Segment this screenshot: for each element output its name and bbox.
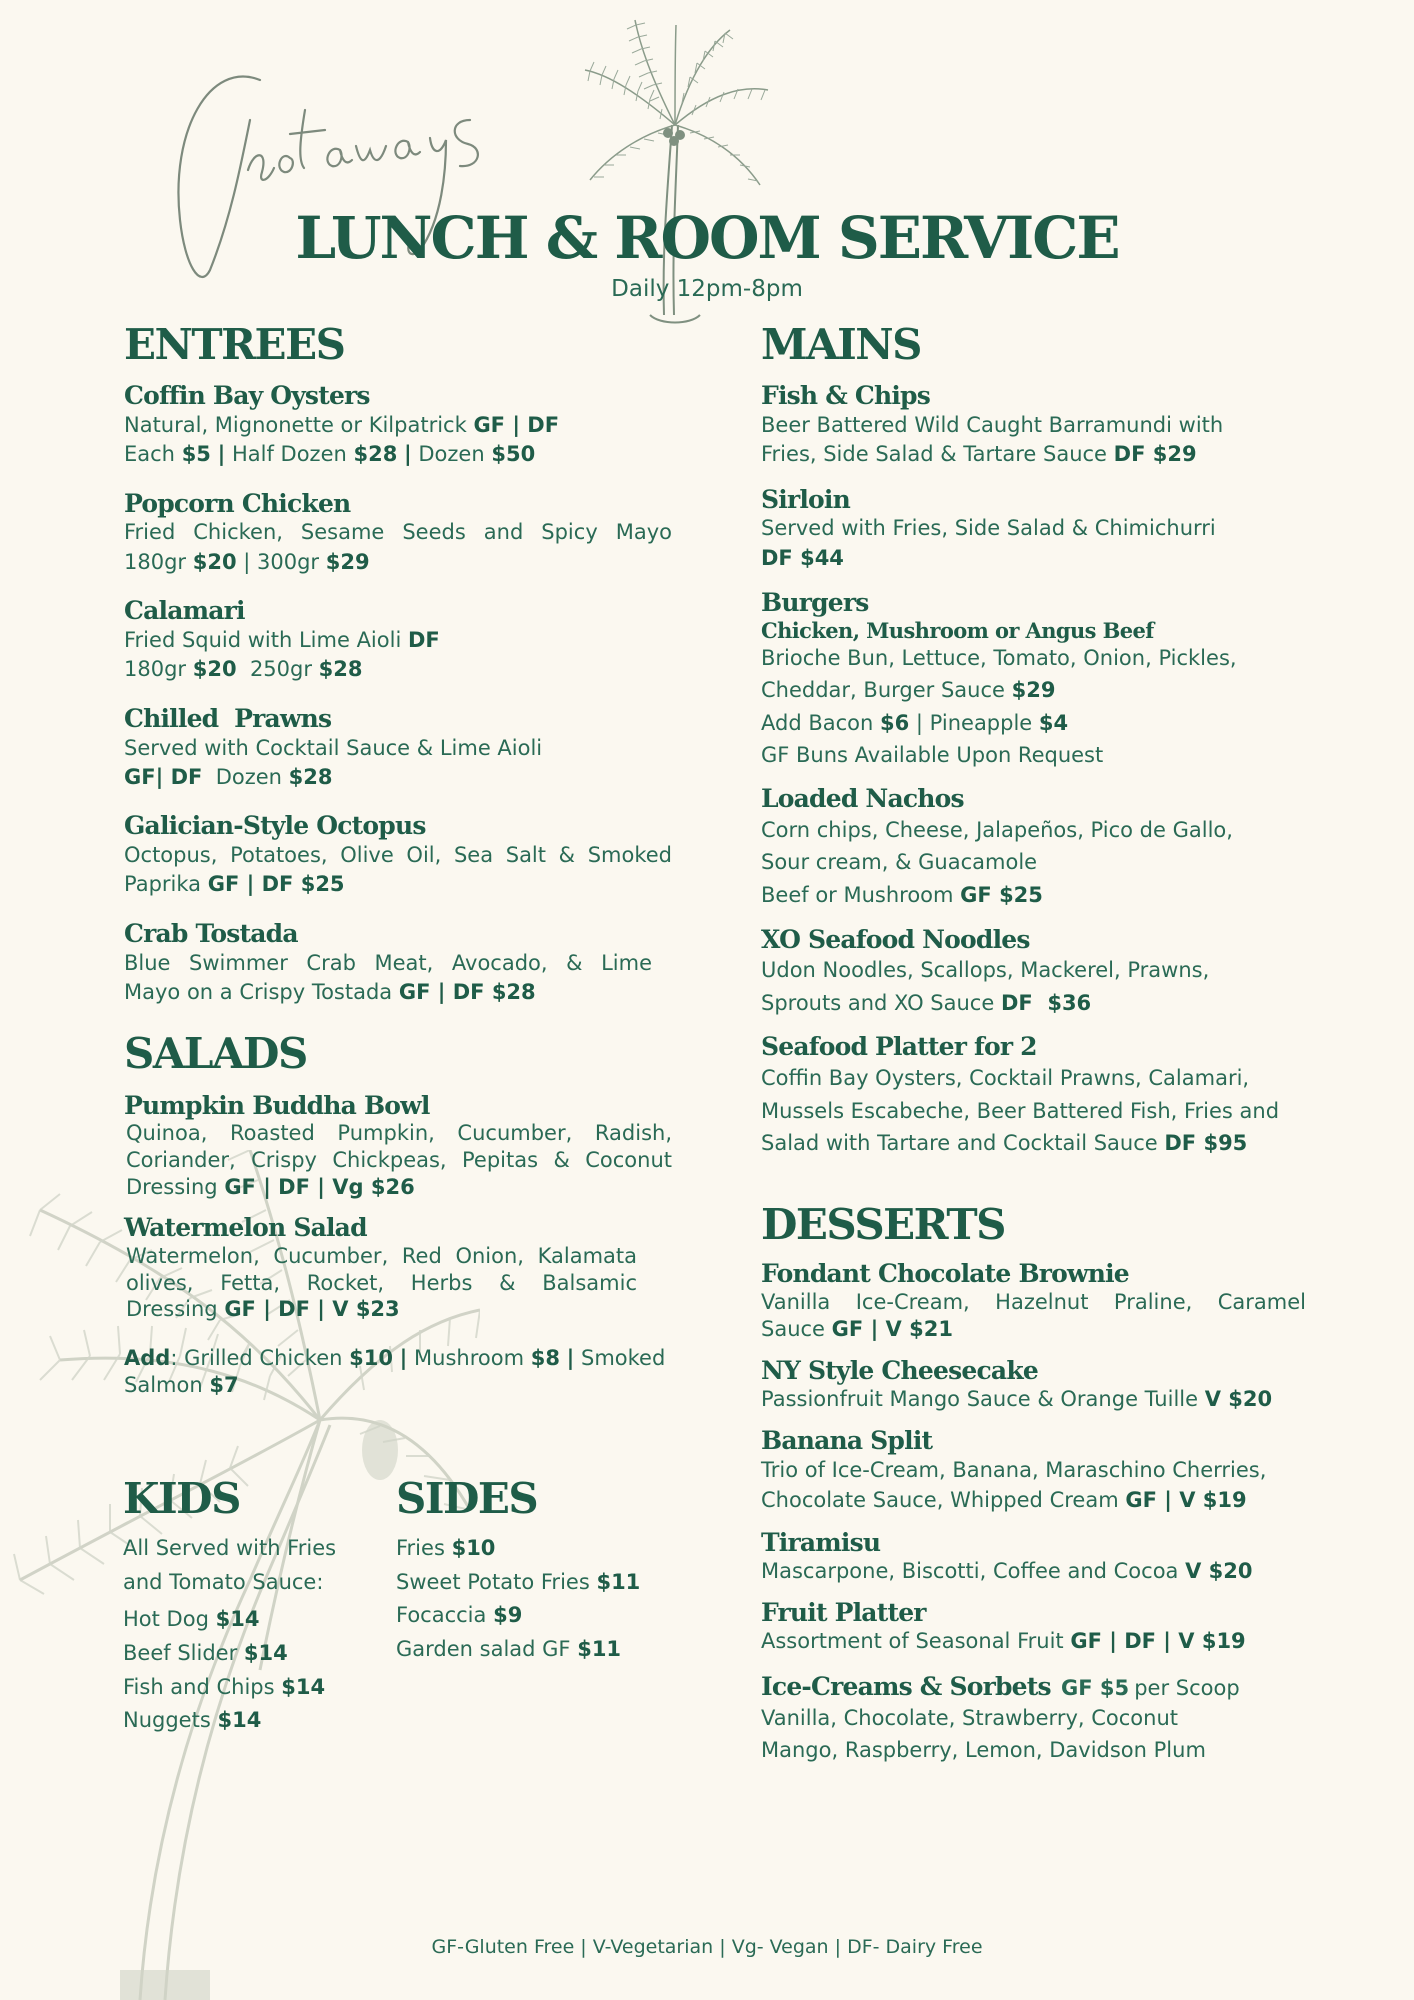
portion-size: 180gr: [124, 549, 187, 574]
item-desc: Udon Noodles, Scallops, Mackerel, Prawns,: [761, 958, 1210, 983]
item-name: Banana Split: [761, 1426, 933, 1456]
item-desc: Assortment of Seasonal Fruit: [761, 1628, 1064, 1653]
dietary-legend-footer: GF-Gluten Free | V-Vegetarian | Vg- Vegan | DF- Dairy Free: [431, 1936, 983, 1958]
price: $11: [596, 1569, 641, 1594]
item-name: Sweet Potato Fries: [396, 1569, 590, 1594]
item-name: Tiramisu: [761, 1527, 881, 1557]
salad-add-ons: Add: Grilled Chicken $10 | Mushroom $8 | Smoked Salmon $7: [124, 1346, 666, 1397]
item-desc: Vanilla Ice-Cream, Hazelnut Praline, Caramel: [761, 1289, 1306, 1314]
item-desc: Natural, Mignonette or Kilpatrick: [124, 412, 467, 437]
item-desc: Fried Chicken, Sesame Seeds and Spicy Mayo: [124, 520, 672, 545]
item-name: Coffin Bay Oysters: [124, 381, 370, 411]
price: $20: [192, 657, 237, 682]
dietary-tags: GF | V $19: [1125, 1487, 1247, 1512]
price: $7: [209, 1372, 239, 1397]
item-desc: Mussels Escabeche, Beer Battered Fish, Fries and: [761, 1098, 1280, 1123]
item-name: Beef Slider: [123, 1640, 238, 1665]
dietary-tags: DF $44: [761, 545, 844, 570]
kids-note: and Tomato Sauce:: [123, 1569, 324, 1594]
item-name: Burgers: [761, 588, 869, 618]
item-desc: Served with Fries, Side Salad & Chimichurri: [761, 516, 1216, 541]
dietary-tags: GF $25: [960, 883, 1043, 908]
price: $4: [1038, 711, 1069, 736]
item-name: NY Style Cheesecake: [761, 1356, 1038, 1386]
item-desc: Coffin Bay Oysters, Cocktail Prawns, Calamari,: [761, 1066, 1250, 1091]
menu-item-crab-tostada: [124, 920, 672, 1008]
price: $14: [217, 1708, 262, 1733]
sides-section: [396, 1476, 696, 1667]
menu-list-item: [396, 1633, 696, 1667]
menu-item-fruit-platter: [761, 1599, 1306, 1655]
dietary-tags: GF | DF $28: [398, 979, 536, 1004]
item-name: Fish & Chips: [761, 381, 931, 411]
add-on-name: Add Bacon: [761, 711, 874, 736]
item-name: Loaded Nachos: [761, 784, 964, 814]
item-desc: Sprouts and XO Sauce: [761, 990, 995, 1015]
menu-item-popcorn-chicken: Popcorn Chicken Fried Chicken, Sesame Seeds and Spicy Mayo 180gr $20 | 300gr $29: [124, 488, 672, 574]
menu-item-calamari: [124, 597, 672, 685]
item-desc: Passionfruit Mango Sauce & Orange Tuille: [761, 1387, 1199, 1412]
dietary-tags: GF | DF | V $23: [224, 1297, 400, 1322]
item-subheading: Chicken, Mushroom or Angus Beef: [761, 618, 1154, 643]
salads-heading: SALADS: [124, 1029, 307, 1079]
menu-item-banana-split: [761, 1427, 1306, 1515]
item-desc: Salad with Tartare and Cocktail Sauce: [761, 1131, 1158, 1156]
item-name: Focaccia: [396, 1603, 487, 1628]
item-desc: Sour cream, & Guacamole: [761, 850, 1038, 875]
item-desc: Beef or Mushroom: [761, 883, 954, 908]
mains-heading: MAINS: [761, 320, 921, 369]
item-desc: Fried Squid with Lime Aioli: [124, 628, 402, 652]
price: $6: [880, 711, 910, 736]
item-name: Fries: [396, 1536, 445, 1561]
kids-note: All Served with Fries: [123, 1536, 337, 1561]
portion-size: Dozen: [215, 764, 282, 789]
item-desc: Trio of Ice-Cream, Banana, Maraschino Cherries,: [761, 1458, 1267, 1483]
item-desc: Cheddar, Burger Sauce: [761, 677, 1005, 702]
item-desc: Corn chips, Cheese, Jalapeños, Pico de Gallo,: [761, 817, 1233, 842]
item-name: Seafood Platter for 2: [761, 1032, 1037, 1062]
menu-item-buddha-bowl: [124, 1092, 672, 1201]
dietary-tags: DF $29: [1113, 442, 1197, 467]
menu-item-xo-noodles: [761, 926, 1306, 1020]
sides-heading: SIDES: [396, 1474, 538, 1523]
add-on-name: Salmon: [124, 1372, 203, 1397]
price: $29: [325, 549, 370, 574]
price: $9: [493, 1603, 523, 1628]
price: $14: [243, 1640, 288, 1665]
price: $5: [181, 442, 211, 467]
price-unit: per Scoop: [1134, 1676, 1240, 1701]
menu-list-item: [123, 1704, 373, 1738]
item-desc: Blue Swimmer Crab Meat, Avocado, & Lime: [124, 950, 652, 975]
menu-item-seafood-platter: [761, 1033, 1306, 1159]
price: $8: [530, 1346, 560, 1370]
item-name: Ice-Creams & Sorbets: [761, 1672, 1051, 1702]
kids-section: [123, 1476, 373, 1738]
item-desc: olives, Fetta, Rocket, Herbs & Balsamic: [126, 1270, 637, 1295]
item-name: Galician-Style Octopus: [124, 811, 426, 841]
item-desc: Watermelon, Cucumber, Red Onion, Kalamata: [126, 1244, 637, 1269]
price: $10: [349, 1346, 393, 1370]
dietary-tags: DF $95: [1164, 1131, 1248, 1156]
item-name: Chilled Prawns: [124, 703, 332, 733]
kids-item-list: [123, 1603, 373, 1737]
price: $28: [353, 442, 398, 467]
item-name: Sirloin: [761, 484, 850, 514]
menu-item-tiramisu: [761, 1529, 1306, 1585]
portion-label: Dozen: [418, 442, 485, 467]
kids-heading: KIDS: [123, 1474, 240, 1523]
portion-label: Each: [124, 442, 175, 467]
menu-item-burgers: Burgers Chicken, Mushroom or Angus Beef Brioche Bun, Lettuce, Tomato, Onion, Pickles, Cheddar, Burger Sauce $29 Add Bacon $6 | Pineapple $4 GF Buns Available Upon Request: [761, 589, 1306, 771]
add-on-name: Grilled Chicken: [184, 1346, 343, 1370]
portion-size: 180gr: [124, 657, 187, 682]
add-on-label: Add: [124, 1346, 171, 1370]
item-desc: Fries, Side Salad & Tartare Sauce: [761, 442, 1107, 467]
item-desc: Mayo on a Crispy Tostada: [124, 979, 393, 1004]
dietary-tags: GF | DF: [473, 412, 560, 437]
price: $14: [281, 1674, 326, 1699]
menu-item-nachos: [761, 785, 1306, 911]
item-desc: Dressing: [126, 1174, 218, 1199]
menu-list-item: [396, 1566, 696, 1600]
item-name: Popcorn Chicken: [124, 488, 351, 518]
right-column: [761, 322, 1306, 1766]
portion-size: 300gr: [257, 549, 320, 574]
item-name: Crab Tostada: [124, 918, 298, 948]
menu-list-item: [123, 1637, 373, 1671]
menu-item-sirloin: [761, 486, 1306, 574]
service-hours: Daily 12pm-8pm: [611, 276, 803, 302]
menu-list-item: [123, 1603, 373, 1637]
dietary-tags: GF | DF | V $19: [1070, 1628, 1246, 1653]
item-name: Watermelon Salad: [124, 1213, 367, 1243]
price: $14: [215, 1607, 260, 1632]
item-name: Pumpkin Buddha Bowl: [124, 1090, 430, 1120]
dietary-tags: GF | DF | Vg $26: [224, 1174, 415, 1199]
desserts-heading: DESSERTS: [761, 1199, 1005, 1249]
item-desc: Sauce: [761, 1317, 825, 1342]
menu-item-ice-creams: [761, 1673, 1306, 1766]
item-desc: Chocolate Sauce, Whipped Cream: [761, 1487, 1119, 1512]
item-desc: Dressing: [126, 1297, 218, 1322]
item-note: GF Buns Available Upon Request: [761, 742, 1104, 767]
add-on-name: Pineapple: [929, 711, 1033, 736]
portion-label: Half Dozen: [231, 442, 347, 467]
price: $50: [491, 442, 536, 467]
menu-title: LUNCH & ROOM SERVICE: [295, 204, 1119, 272]
sides-item-list: [396, 1532, 696, 1666]
item-name: Fish and Chips: [123, 1674, 275, 1699]
add-on-name: Mushroom: [414, 1346, 525, 1370]
item-name: Fondant Chocolate Brownie: [761, 1259, 1129, 1288]
price: $11: [577, 1636, 622, 1661]
dietary-tags: DF $36: [1000, 990, 1092, 1015]
item-desc: Paprika: [124, 872, 202, 897]
item-name: Nuggets: [123, 1708, 211, 1733]
menu-item-chilled-prawns: [124, 705, 672, 793]
dietary-tags: GF | V $21: [831, 1317, 953, 1342]
dietary-tags: V $20: [1204, 1387, 1273, 1412]
item-desc: Mascarpone, Biscotti, Coffee and Cocoa: [761, 1558, 1179, 1583]
item-desc: Brioche Bun, Lettuce, Tomato, Onion, Pickles,: [761, 646, 1237, 671]
item-name: Fruit Platter: [761, 1597, 926, 1627]
item-desc: Quinoa, Roasted Pumpkin, Cucumber, Radish,: [126, 1121, 672, 1146]
menu-item-brownie: [761, 1260, 1306, 1343]
item-desc: Coriander, Crispy Chickpeas, Pepitas & Coconut: [126, 1147, 672, 1172]
portion-size: 250gr: [249, 657, 312, 682]
price: $29: [1011, 677, 1056, 702]
menu-list-item: [396, 1532, 696, 1566]
price: GF $5: [1060, 1676, 1130, 1701]
item-name: Garden salad GF: [396, 1636, 571, 1661]
entrees-heading: ENTREES: [124, 320, 345, 369]
item-desc: Beer Battered Wild Caught Barramundi with: [761, 412, 1224, 437]
menu-item-octopus: [124, 812, 672, 900]
item-name: XO Seafood Noodles: [761, 924, 1030, 954]
menu-item-cheesecake: [761, 1357, 1306, 1413]
menu-list-item: [396, 1599, 696, 1633]
item-name: Hot Dog: [123, 1607, 209, 1632]
item-desc: Octopus, Potatoes, Olive Oil, Sea Salt & Smoked: [124, 843, 672, 868]
add-on-name: Smoked: [581, 1346, 666, 1370]
menu-list-item: [123, 1671, 373, 1705]
item-desc: Vanilla, Chocolate, Strawberry, Coconut: [761, 1706, 1178, 1731]
menu-item-oysters: Coffin Bay Oysters Natural, Mignonette or Kilpatrick GF | DF Each $5 | Half Dozen $28 | Dozen $50: [124, 382, 672, 470]
left-column: [124, 322, 672, 1398]
item-desc: Mango, Raspberry, Lemon, Davidson Plum: [761, 1737, 1206, 1762]
dietary-tags: GF | DF $25: [207, 872, 345, 897]
price: $28: [288, 764, 333, 789]
menu-item-watermelon-salad: [124, 1214, 672, 1323]
price: $20: [192, 549, 237, 574]
price: $10: [451, 1536, 496, 1561]
dietary-tags: DF: [407, 628, 440, 652]
menu-item-fish-chips: [761, 382, 1306, 470]
dietary-tags: V $20: [1185, 1558, 1253, 1583]
dietary-tags: GF| DF: [124, 764, 203, 789]
price: $28: [318, 657, 363, 682]
item-name: Calamari: [124, 596, 245, 626]
item-desc: Served with Cocktail Sauce & Lime Aioli: [124, 735, 543, 760]
